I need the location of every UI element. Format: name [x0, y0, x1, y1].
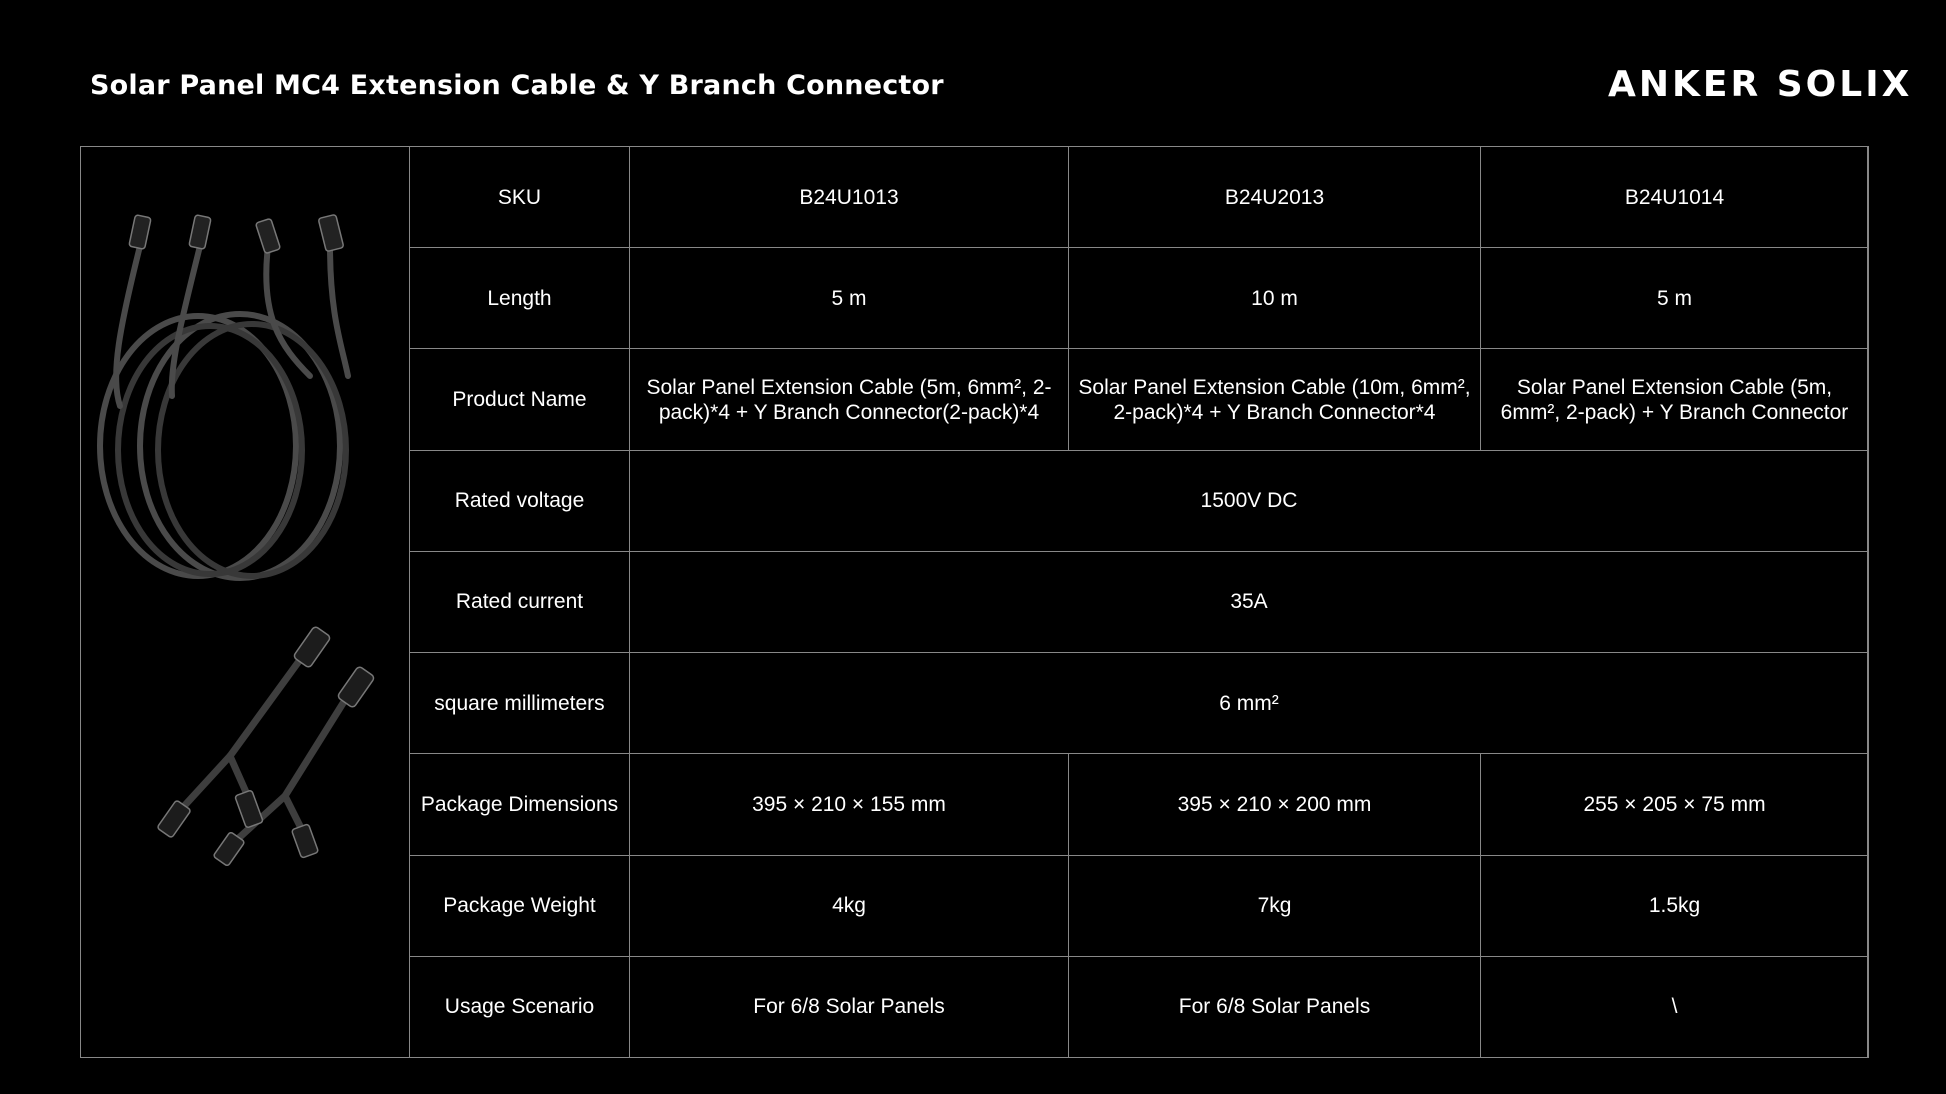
- row-label: Rated voltage: [410, 450, 630, 551]
- row-label: Package Weight: [410, 855, 630, 956]
- table-cell: 395 × 210 × 155 mm: [630, 754, 1069, 855]
- table-cell: Solar Panel Extension Cable (5m, 6mm², 2-pack) + Y Branch Connector: [1481, 349, 1869, 450]
- table-cell: 10 m: [1069, 248, 1481, 349]
- spec-table: [409, 146, 1869, 1058]
- product-images: [80, 146, 410, 1058]
- table-row: [410, 956, 1869, 1057]
- table-cell: 1.5kg: [1481, 855, 1869, 956]
- table-cell: 395 × 210 × 200 mm: [1069, 754, 1481, 855]
- table-row: [410, 551, 1869, 652]
- table-row: [410, 248, 1869, 349]
- row-label: SKU: [410, 147, 630, 248]
- brand-logo: ANKER SOLIX: [1608, 64, 1913, 105]
- table-cell: 4kg: [630, 855, 1069, 956]
- row-label: Length: [410, 248, 630, 349]
- row-label: Product Name: [410, 349, 630, 450]
- table-cell: \: [1481, 956, 1869, 1057]
- table-row: [410, 855, 1869, 956]
- table-row: [410, 349, 1869, 450]
- table-cell: 5 m: [630, 248, 1069, 349]
- table-cell: For 6/8 Solar Panels: [630, 956, 1069, 1057]
- row-label: square millimeters: [410, 653, 630, 754]
- table-cell: B24U1013: [630, 147, 1069, 248]
- table-cell: B24U2013: [1069, 147, 1481, 248]
- table-cell: Solar Panel Extension Cable (5m, 6mm², 2-pack)*4 + Y Branch Connector(2-pack)*4: [630, 349, 1069, 450]
- table-cell: 7kg: [1069, 855, 1481, 956]
- table-cell: B24U1014: [1481, 147, 1869, 248]
- coiled-extension-cable-icon: [80, 206, 410, 626]
- table-cell: 1500V DC: [630, 450, 1869, 551]
- y-branch-connector-icon: [80, 606, 410, 866]
- row-label: Usage Scenario: [410, 956, 630, 1057]
- table-row: [410, 653, 1869, 754]
- page-title: Solar Panel MC4 Extension Cable & Y Branch Connector: [90, 70, 944, 101]
- table-row: [410, 450, 1869, 551]
- table-row: [410, 147, 1869, 248]
- table-cell: 6 mm²: [630, 653, 1869, 754]
- row-label: Rated current: [410, 551, 630, 652]
- table-cell: 35A: [630, 551, 1869, 652]
- table-cell: Solar Panel Extension Cable (10m, 6mm², 2-pack)*4 + Y Branch Connector*4: [1069, 349, 1481, 450]
- table-cell: For 6/8 Solar Panels: [1069, 956, 1481, 1057]
- table-cell: 255 × 205 × 75 mm: [1481, 754, 1869, 855]
- table-row: [410, 754, 1869, 855]
- row-label: Package Dimensions: [410, 754, 630, 855]
- table-cell: 5 m: [1481, 248, 1869, 349]
